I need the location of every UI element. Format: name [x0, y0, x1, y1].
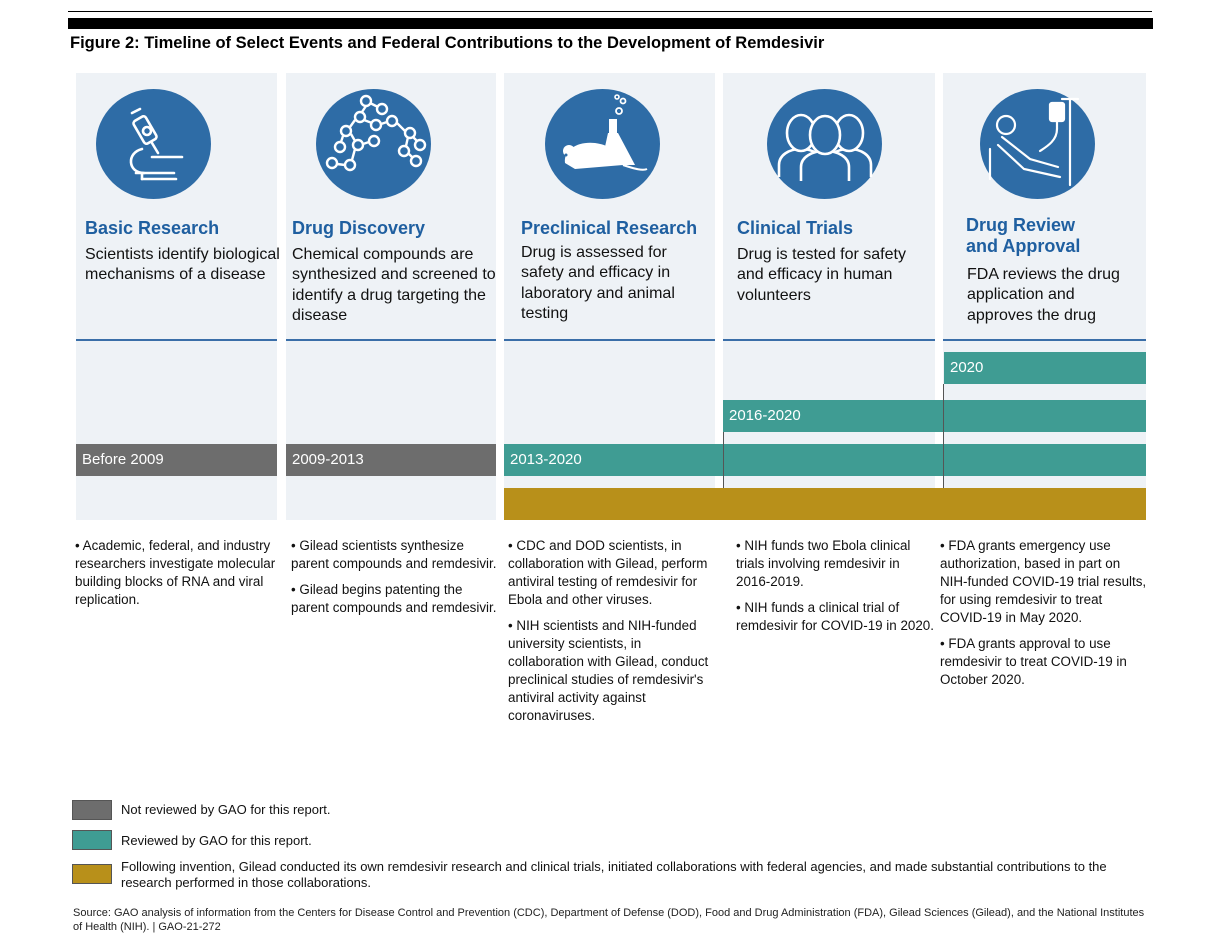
figure-title: Figure 2: Timeline of Select Events and Federal Contributions to the Development of Remdesivir: [70, 34, 825, 52]
timeline-bar-2016-2020: 2016-2020: [723, 400, 1146, 432]
timeline-bar-before-2009: Before 2009: [76, 444, 277, 476]
stage-title-drug-review: Drug Review and Approval: [966, 215, 1081, 256]
stage-title-preclinical-research: Preclinical Research: [521, 218, 698, 238]
patient-iv-icon: [980, 89, 1095, 199]
stage-desc-drug-discovery: Chemical compounds are synthesized and screened to identify a drug targeting the disease: [292, 246, 496, 324]
column-divider: [504, 339, 715, 341]
molecules-icon: [316, 89, 431, 199]
microscope-icon: [96, 89, 211, 199]
bullet-item: • NIH funds a clinical trial of remdesivir for COVID-19 in 2020.: [736, 600, 934, 633]
bullet-item: • CDC and DOD scientists, in collaboration with Gilead, perform antiviral testing of remdesivir for Ebola and other viruses.: [508, 538, 708, 607]
timeline-bar-gilead: [504, 488, 1146, 520]
stage-desc-clinical-trials: Drug is tested for safety and efficacy in human volunteers: [737, 246, 906, 304]
timeline-connector: [943, 384, 944, 488]
stage-desc-basic-research: Scientists identify biological mechanisms of a disease: [85, 246, 280, 284]
bullet-item: • Gilead begins patenting the parent compounds and remdesivir.: [291, 582, 497, 615]
bullets-drug-discovery: [291, 537, 499, 625]
top-rule: [68, 11, 1152, 12]
column-divider: [723, 339, 935, 341]
column-divider: [76, 339, 277, 341]
bullets-preclinical: [508, 537, 718, 733]
bullet-item: • Academic, federal, and industry researchers investigate molecular building blocks of RNA and viral replication.: [75, 538, 276, 607]
stage-desc-preclinical-research: Drug is assessed for safety and efficacy in laboratory and animal testing: [521, 244, 675, 322]
bullet-item: • FDA grants approval to use remdesivir to treat COVID-19 in October 2020.: [940, 636, 1127, 687]
legend-swatch-reviewed: [72, 830, 112, 850]
bullet-item: • NIH scientists and NIH-funded university scientists, in collaboration with Gilead, conduct preclinical studies of remdesivir's antiviral activity against coronaviruses.: [508, 618, 709, 723]
legend-label-gilead: Following invention, Gilead conducted its own remdesivir research and clinical trials, initiated collaborations with federal agencies, and made substantial contributions to the research performed in those collaborations.: [121, 859, 1107, 890]
column-divider: [286, 339, 496, 341]
timeline-bar-2020: 2020: [944, 352, 1146, 384]
timeline-bar-2009-2013: 2009-2013: [286, 444, 496, 476]
bullets-drug-review: [940, 537, 1150, 697]
lab-mouse-icon: [545, 89, 660, 199]
bullets-clinical-trials: [736, 537, 936, 643]
stage-title-basic-research: Basic Research: [85, 218, 220, 238]
stage-title-drug-discovery: Drug Discovery: [292, 218, 426, 238]
bullets-basic-research: [75, 537, 277, 617]
source-note: Source: GAO analysis of information from the Centers for Disease Control and Prevention (CDC), Department of Defense (DOD), Food and Drug Administration (FDA), Gilead Sciences (Gilead), and the National Institutes of Health (NIH). | GAO-21-272: [73, 907, 1145, 933]
column-divider: [943, 339, 1146, 341]
bullet-item: • FDA grants emergency use authorization, based in part on NIH-funded COVID-19 trial results, for using remdesivir to treat COVID-19 in May 2020.: [940, 538, 1147, 625]
header-bar: [68, 18, 1153, 29]
legend-swatch-gilead: [72, 864, 112, 884]
legend-label-reviewed: Reviewed by GAO for this report.: [121, 833, 312, 848]
bullet-item: • NIH funds two Ebola clinical trials involving remdesivir in 2016-2019.: [736, 538, 911, 589]
stage-desc-drug-review: FDA reviews the drug application and approves the drug: [967, 266, 1120, 324]
timeline-bar-2013-2020: 2013-2020: [504, 444, 1146, 476]
legend-label-not-reviewed: Not reviewed by GAO for this report.: [121, 802, 331, 817]
people-icon: [767, 89, 882, 199]
legend-swatch-not-reviewed: [72, 800, 112, 820]
stage-title-clinical-trials: Clinical Trials: [737, 218, 854, 238]
timeline-connector: [723, 432, 724, 488]
bullet-item: • Gilead scientists synthesize parent compounds and remdesivir.: [291, 538, 497, 571]
